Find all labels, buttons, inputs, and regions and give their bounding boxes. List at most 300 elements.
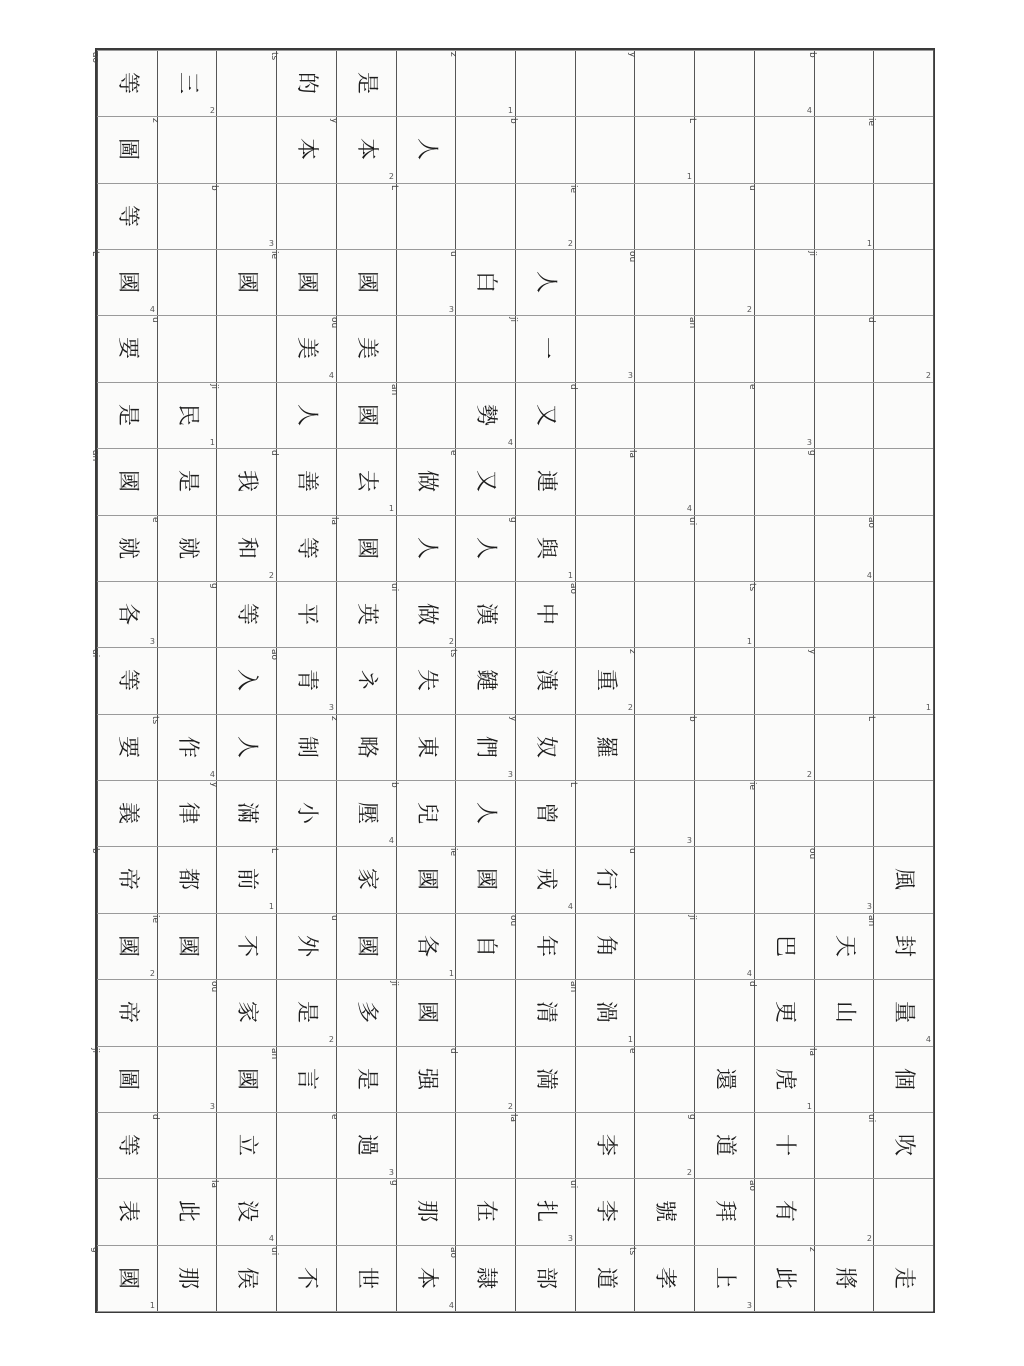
grid-cell	[150, 913, 217, 979]
tone-mark: 3	[567, 1234, 573, 1243]
grid-cell	[515, 581, 575, 647]
grid-cell	[97, 315, 157, 381]
grid-cell	[814, 382, 874, 448]
grid-cell	[814, 913, 874, 979]
character-glyph: 世	[353, 1266, 379, 1290]
phonetic-annotation: u	[747, 185, 757, 191]
character-glyph: 白	[472, 270, 498, 294]
grid-cell	[269, 249, 336, 315]
character-glyph: 没	[233, 1199, 259, 1223]
character-glyph: 國	[114, 469, 140, 493]
phonetic-annotation: b	[687, 716, 697, 722]
grid-cell	[634, 1178, 694, 1244]
phonetic-annotation: ao	[269, 649, 279, 661]
grid-cell	[873, 846, 933, 912]
phonetic-annotation: L	[90, 251, 100, 257]
grid-cell	[157, 249, 217, 315]
grid-cell	[694, 50, 754, 116]
character-glyph: 等	[114, 204, 140, 228]
grid-cell	[814, 1112, 874, 1178]
tone-mark: 3	[507, 770, 513, 779]
phonetic-annotation: ts	[269, 52, 279, 61]
phonetic-annotation: g	[807, 450, 817, 456]
grid-cell	[807, 1046, 874, 1112]
character-glyph: 律	[174, 801, 200, 825]
grid-cell	[276, 1112, 336, 1178]
character-glyph: 此	[174, 1199, 200, 1223]
phonetic-annotation: e	[448, 450, 458, 456]
grid-cell	[627, 846, 694, 912]
character-glyph: 不	[293, 1266, 319, 1290]
tone-mark: 4	[686, 504, 692, 513]
grid-cell	[508, 1112, 575, 1178]
grid-cell	[508, 116, 575, 182]
tone-mark: 4	[507, 438, 513, 447]
grid-cell	[455, 515, 515, 581]
grid-cell	[515, 1245, 575, 1311]
character-glyph: 等	[293, 536, 319, 560]
character-glyph: 國	[353, 536, 379, 560]
phonetic-annotation: z	[807, 1247, 817, 1252]
tone-mark: 4	[567, 902, 573, 911]
grid-cell	[568, 581, 635, 647]
grid-cell	[97, 183, 157, 249]
character-glyph: 鍵	[472, 668, 498, 692]
grid-cell	[329, 315, 396, 381]
grid-cell	[873, 382, 933, 448]
tone-mark: 3	[746, 1301, 752, 1310]
grid-cell	[269, 647, 336, 713]
character-glyph: 和	[233, 536, 259, 560]
tone-mark: 2	[328, 1035, 334, 1044]
character-glyph: 等	[233, 602, 259, 626]
character-glyph: 都	[174, 867, 200, 891]
phonetic-annotation: ji	[508, 317, 518, 323]
grid-cell	[97, 1178, 157, 1244]
grid-cell	[336, 249, 396, 315]
grid-cell	[157, 382, 217, 448]
character-glyph: 扎	[532, 1199, 558, 1223]
character-glyph: 做	[413, 602, 439, 626]
grid-cell	[276, 979, 336, 1045]
grid-cell	[866, 116, 933, 182]
grid-cell	[754, 315, 814, 381]
phonetic-annotation: L	[866, 716, 876, 722]
grid-cell	[269, 1046, 336, 1112]
grid-cell	[90, 1046, 157, 1112]
tone-mark: 3	[448, 305, 454, 314]
tone-mark: 3	[149, 637, 155, 646]
character-glyph: 有	[771, 1199, 797, 1223]
grid-cell	[216, 50, 276, 116]
grid-cell	[687, 1112, 754, 1178]
grid-cell	[216, 1112, 276, 1178]
tone-mark: 4	[448, 1301, 454, 1310]
tone-mark: 2	[686, 1168, 692, 1177]
grid-cell	[216, 116, 276, 182]
grid-cell	[97, 979, 157, 1045]
grid-cell	[455, 581, 515, 647]
character-glyph: 帝	[114, 867, 140, 891]
grid-cell	[694, 448, 754, 514]
grid-cell	[216, 249, 276, 315]
character-glyph: 自	[472, 934, 498, 958]
grid-cell	[873, 183, 933, 249]
tone-mark: 1	[448, 969, 454, 978]
grid-cell	[694, 647, 754, 713]
grid-cell	[336, 1178, 396, 1244]
character-glyph: 李	[592, 1199, 618, 1223]
character-glyph: 侯	[233, 1266, 259, 1290]
phonetic-annotation: b	[508, 118, 518, 124]
tone-mark: 4	[866, 571, 872, 580]
grid-cell	[216, 913, 276, 979]
grid-cell	[336, 780, 396, 846]
grid-cell	[866, 913, 933, 979]
phonetic-annotation: g	[687, 1114, 697, 1120]
character-glyph: 圖	[114, 137, 140, 161]
character-glyph: 風	[890, 867, 916, 891]
grid-cell	[515, 1046, 575, 1112]
grid-cell	[694, 780, 754, 846]
character-glyph: 圖	[114, 1067, 140, 1091]
tone-mark: 3	[328, 703, 334, 712]
grid-cell	[515, 846, 575, 912]
tone-mark: 1	[507, 106, 513, 115]
grid-cell	[157, 1178, 217, 1244]
grid-cell	[515, 979, 575, 1045]
grid-cell	[276, 913, 336, 979]
character-glyph: 失	[413, 668, 439, 692]
character-glyph: 將	[831, 1266, 857, 1290]
character-glyph: 道	[592, 1266, 618, 1290]
grid-cell	[694, 1046, 754, 1112]
phonetic-annotation: b	[209, 185, 219, 191]
grid-cell	[216, 315, 276, 381]
phonetic-annotation: y	[209, 782, 219, 788]
character-glyph: 國	[413, 867, 439, 891]
character-glyph: 國	[174, 934, 200, 958]
grid-cell	[336, 382, 396, 448]
phonetic-annotation: d	[269, 450, 279, 456]
grid-cell	[634, 714, 694, 780]
grid-cell	[389, 581, 456, 647]
grid-cell	[754, 714, 814, 780]
tone-mark: 1	[746, 637, 752, 646]
grid-cell	[150, 116, 217, 182]
grid-cell	[329, 913, 396, 979]
phonetic-annotation: y	[329, 118, 339, 124]
grid-cell	[627, 249, 694, 315]
grid-cell	[575, 50, 635, 116]
grid-cell	[455, 1178, 515, 1244]
grid-cell	[814, 780, 874, 846]
grid-cell	[336, 846, 396, 912]
grid-cell	[814, 515, 874, 581]
tone-mark: 2	[866, 1234, 872, 1243]
grid-cell	[336, 1046, 396, 1112]
grid-cell	[873, 581, 933, 647]
grid-cell	[97, 1112, 157, 1178]
tone-mark: 3	[627, 371, 633, 380]
grid-cell	[150, 515, 217, 581]
tone-mark: 4	[149, 305, 155, 314]
grid-cell	[396, 1046, 456, 1112]
character-glyph: 號	[651, 1199, 677, 1223]
grid-cell	[276, 382, 336, 448]
grid-cell	[634, 183, 694, 249]
grid-cell	[209, 581, 276, 647]
grid-cell	[634, 913, 694, 979]
phonetic-annotation: ou	[508, 915, 518, 927]
grid-cell	[866, 315, 933, 381]
grid-cell	[687, 515, 754, 581]
grid-cell	[90, 249, 157, 315]
grid-cell	[873, 249, 933, 315]
character-glyph: 隷	[472, 1266, 498, 1290]
grid-cell	[575, 1046, 635, 1112]
phonetic-annotation: ji	[687, 915, 697, 921]
grid-cell	[336, 50, 396, 116]
character-glyph: 家	[353, 867, 379, 891]
tone-mark: 2	[507, 1102, 513, 1111]
character-glyph: 國	[413, 1000, 439, 1024]
grid-cell	[814, 315, 874, 381]
grid-cell	[575, 116, 635, 182]
character-glyph: 東	[413, 735, 439, 759]
tone-mark: 2	[149, 969, 155, 978]
character-glyph: 要	[114, 336, 140, 360]
grid-cell	[627, 50, 694, 116]
grid-cell	[754, 249, 814, 315]
grid-cell	[694, 1245, 754, 1311]
grid-cell	[754, 515, 814, 581]
phonetic-annotation: u	[150, 317, 160, 323]
character-glyph: 制	[293, 735, 319, 759]
phonetic-annotation: ou	[209, 981, 219, 993]
character-glyph: 國	[233, 270, 259, 294]
grid-cell	[276, 183, 336, 249]
character-glyph: 渦	[592, 1000, 618, 1024]
grid-cell	[90, 50, 157, 116]
grid-cell	[515, 448, 575, 514]
phonetic-annotation: ts	[448, 649, 458, 658]
character-glyph: 國	[353, 934, 379, 958]
character-glyph: 滿	[233, 801, 259, 825]
phonetic-annotation: d	[866, 317, 876, 323]
character-glyph: 奴	[532, 735, 558, 759]
grid-cell	[150, 714, 217, 780]
character-glyph: 個	[890, 1067, 916, 1091]
grid-cell	[634, 515, 694, 581]
character-glyph: 那	[413, 1199, 439, 1223]
grid-cell	[515, 647, 575, 713]
grid-cell	[269, 1245, 336, 1311]
phonetic-annotation: ji	[807, 251, 817, 257]
character-glyph: ネ	[353, 668, 379, 692]
grid-cell	[575, 249, 635, 315]
tone-mark: 3	[806, 438, 812, 447]
character-glyph: 國	[293, 270, 319, 294]
character-glyph: 清	[532, 1000, 558, 1024]
character-glyph: 羅	[592, 735, 618, 759]
grid-cell	[336, 1245, 396, 1311]
character-glyph: 人	[472, 536, 498, 560]
character-glyph: 善	[293, 469, 319, 493]
grid-cell	[389, 780, 456, 846]
grid-cell	[396, 448, 456, 514]
phonetic-annotation: ao	[448, 1247, 458, 1259]
grid-cell	[455, 116, 515, 182]
character-glyph: 過	[353, 1133, 379, 1157]
phonetic-annotation: e	[329, 1114, 339, 1120]
character-glyph: 們	[472, 735, 498, 759]
grid-cell	[157, 846, 217, 912]
phonetic-annotation: ts	[150, 716, 160, 725]
grid-cell	[329, 116, 396, 182]
grid-cell	[568, 1178, 635, 1244]
character-glyph: 不	[233, 934, 259, 958]
phonetic-annotation: b	[807, 52, 817, 58]
grid-cell	[687, 714, 754, 780]
grid-cell	[455, 780, 515, 846]
grid-cell	[754, 1245, 814, 1311]
tone-mark: 1	[268, 902, 274, 911]
grid-cell	[568, 183, 635, 249]
phonetic-annotation: b	[90, 848, 100, 854]
grid-cell	[515, 382, 575, 448]
grid-cell	[754, 913, 814, 979]
tone-mark: 4	[925, 1035, 931, 1044]
grid-cell	[873, 647, 933, 713]
phonetic-annotation: la	[807, 1048, 817, 1057]
phonetic-annotation: y	[627, 52, 637, 58]
phonetic-annotation: L	[568, 782, 578, 788]
phonetic-annotation: ui	[687, 517, 697, 526]
phonetic-annotation: ou	[329, 317, 339, 329]
character-glyph: 在	[472, 1199, 498, 1223]
grid-cell	[396, 315, 456, 381]
character-glyph: 是	[353, 71, 379, 95]
grid-cell	[575, 913, 635, 979]
character-glyph: 就	[114, 536, 140, 560]
character-glyph: 立	[233, 1133, 259, 1157]
grid-cell	[694, 846, 754, 912]
character-glyph: 人	[233, 735, 259, 759]
phonetic-annotation: ie	[269, 251, 279, 260]
grid-cell	[814, 116, 874, 182]
grid-cell	[873, 1178, 933, 1244]
grid-cell	[754, 846, 814, 912]
grid-cell	[634, 581, 694, 647]
character-glyph: 勢	[472, 403, 498, 427]
grid-cell	[694, 382, 754, 448]
grid-cell	[216, 515, 276, 581]
character-glyph: 此	[771, 1266, 797, 1290]
character-glyph: 各	[114, 602, 140, 626]
phonetic-annotation: an	[568, 981, 578, 993]
phonetic-annotation: ie	[150, 915, 160, 924]
tone-mark: 2	[448, 637, 454, 646]
grid-cell	[396, 846, 456, 912]
grid-cell	[575, 448, 635, 514]
grid-cell	[157, 448, 217, 514]
phonetic-annotation: ao	[747, 1180, 757, 1192]
grid-cell	[336, 647, 396, 713]
tone-mark: 3	[268, 239, 274, 248]
grid-cell	[747, 780, 814, 846]
grid-cell	[747, 979, 814, 1045]
grid-cell	[97, 714, 157, 780]
grid-cell	[807, 249, 874, 315]
character-glyph: 民	[174, 403, 200, 427]
grid-cell	[150, 315, 217, 381]
tone-mark: 1	[627, 1035, 633, 1044]
grid-cell	[754, 50, 814, 116]
grid-cell	[866, 714, 933, 780]
character-glyph: 美	[353, 336, 379, 360]
grid-cell	[873, 50, 933, 116]
character-glyph: 曾	[532, 801, 558, 825]
grid-cell	[97, 913, 157, 979]
character-glyph: 吹	[890, 1133, 916, 1157]
character-glyph: 多	[353, 1000, 379, 1024]
grid-cell	[807, 1245, 874, 1311]
phonetic-annotation: y	[508, 716, 518, 722]
character-glyph: 等	[114, 1133, 140, 1157]
character-glyph: 是	[353, 1067, 379, 1091]
character-glyph: 我	[233, 469, 259, 493]
phonetic-annotation: g	[508, 517, 518, 523]
grid-cell	[873, 780, 933, 846]
grid-cell	[455, 315, 515, 381]
character-glyph: 國	[353, 270, 379, 294]
character-glyph: 義	[114, 801, 140, 825]
grid-cell	[575, 647, 635, 713]
phonetic-annotation: ui	[568, 1180, 578, 1189]
grid-cell	[97, 515, 157, 581]
character-glyph: 十	[771, 1133, 797, 1157]
character-glyph: 人	[413, 536, 439, 560]
character-glyph: 本	[353, 137, 379, 161]
character-glyph: 本	[413, 1266, 439, 1290]
grid-cell	[575, 1245, 635, 1311]
manuscript-grid-sheet	[90, 48, 935, 1313]
character-glyph: 角	[592, 934, 618, 958]
grid-cell	[687, 315, 754, 381]
grid-cell	[448, 846, 515, 912]
phonetic-annotation: ui	[90, 649, 100, 658]
grid-cell	[157, 183, 217, 249]
character-glyph: 封	[890, 934, 916, 958]
grid-cell	[329, 714, 396, 780]
grid-cell	[97, 780, 157, 846]
grid-cell	[216, 448, 276, 514]
character-glyph: 道	[711, 1133, 737, 1157]
grid-cell	[216, 1245, 276, 1311]
grid-cell	[814, 714, 874, 780]
grid-cell	[329, 515, 396, 581]
phonetic-annotation: ie	[866, 118, 876, 127]
tone-mark: 1	[388, 504, 394, 513]
tone-mark: 3	[209, 1102, 215, 1111]
grid-cell	[389, 382, 456, 448]
grid-cell	[209, 1178, 276, 1244]
character-grid	[90, 50, 933, 1311]
character-glyph: 山	[831, 1000, 857, 1024]
character-glyph: 各	[413, 934, 439, 958]
phonetic-annotation: d	[448, 1048, 458, 1054]
